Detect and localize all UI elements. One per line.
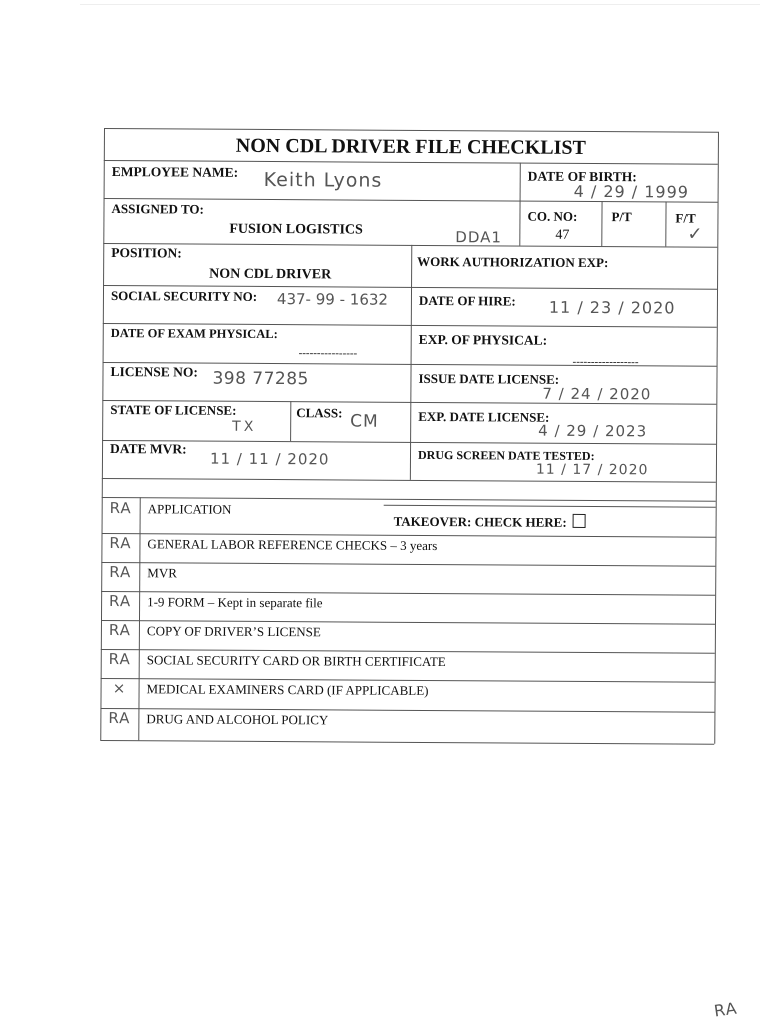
checklist-initials: RA bbox=[108, 650, 131, 669]
license-no-label: LICENSE NO: bbox=[110, 364, 198, 380]
ft-check-mark: ✓ bbox=[687, 223, 704, 245]
exam-physical-value: ---------------- bbox=[298, 347, 358, 360]
page-initials: RA bbox=[712, 998, 739, 1021]
checklist-item-ss-card: SOCIAL SECURITY CARD OR BIRTH CERTIFICATE bbox=[146, 652, 446, 670]
state-of-license-value: TX bbox=[232, 418, 257, 435]
pt-label: P/T bbox=[611, 209, 632, 225]
exp-date-license-label: EXP. DATE LICENSE: bbox=[418, 408, 550, 425]
class-label: CLASS: bbox=[296, 405, 343, 421]
date-of-hire-label: DATE OF HIRE: bbox=[418, 292, 516, 309]
ssn-label: SOCIAL SECURITY NO: bbox=[110, 288, 258, 304]
drug-screen-label: DRUG SCREEN DATE TESTED: bbox=[417, 447, 595, 464]
checklist-item-reference-checks: GENERAL LABOR REFERENCE CHECKS – 3 years bbox=[147, 536, 438, 554]
issue-date-label: ISSUE DATE LICENSE: bbox=[418, 370, 560, 387]
license-no-value: 398 77285 bbox=[212, 368, 309, 390]
co-no-value: 47 bbox=[555, 227, 570, 243]
ssn-value: 437- 99 - 1632 bbox=[276, 290, 389, 309]
driver-file-checklist-form bbox=[100, 128, 718, 744]
checklist-initials: RA bbox=[109, 592, 132, 611]
employee-name-value: Keith Lyons bbox=[263, 168, 383, 192]
assigned-to-value: FUSION LOGISTICS bbox=[229, 221, 363, 238]
checklist-item-mvr: MVR bbox=[147, 565, 177, 581]
dob-label: DATE OF BIRTH: bbox=[527, 168, 637, 185]
checklist-item-drivers-license: COPY OF DRIVER’S LICENSE bbox=[146, 623, 321, 640]
co-no-label: CO. NO: bbox=[527, 208, 578, 224]
employee-name-label: EMPLOYEE NAME: bbox=[111, 164, 239, 180]
frame-top bbox=[104, 128, 718, 133]
position-label: POSITION: bbox=[111, 245, 182, 261]
position-value: NON CDL DRIVER bbox=[209, 266, 332, 283]
takeover-label: TAKEOVER: CHECK HERE: bbox=[394, 513, 586, 531]
exp-physical-label: EXP. OF PHYSICAL: bbox=[418, 331, 548, 348]
date-of-hire-value: 11 / 23 / 2020 bbox=[548, 297, 676, 318]
drug-screen-value: 11 / 17 / 2020 bbox=[535, 461, 649, 479]
checklist-item-drug-alcohol-policy: DRUG AND ALCOHOL POLICY bbox=[146, 711, 329, 728]
exp-physical-value: ------------------ bbox=[572, 355, 639, 369]
checklist-initials: RA bbox=[109, 563, 132, 582]
work-auth-label: WORK AUTHORIZATION EXP: bbox=[417, 253, 609, 271]
assigned-code-value: DDA1 bbox=[455, 228, 503, 247]
checklist-initials: RA bbox=[109, 499, 132, 518]
exam-physical-label: DATE OF EXAM PHYSICAL: bbox=[110, 326, 278, 342]
date-mvr-value: 11 / 11 / 2020 bbox=[209, 449, 330, 469]
date-mvr-label: DATE MVR: bbox=[109, 441, 187, 457]
checklist-item-medical-card: MEDICAL EXAMINERS CARD (IF APPLICABLE) bbox=[146, 681, 429, 698]
frame-right bbox=[714, 132, 719, 744]
state-of-license-label: STATE OF LICENSE: bbox=[110, 402, 237, 418]
checklist-initials: RA bbox=[108, 621, 132, 640]
takeover-checkbox[interactable] bbox=[573, 514, 586, 528]
exp-date-license-value: 4 / 29 / 2023 bbox=[538, 421, 648, 441]
checklist-initials: RA bbox=[108, 709, 131, 728]
frame-bottom bbox=[100, 740, 714, 745]
assigned-to-label: ASSIGNED TO: bbox=[111, 201, 204, 217]
checklist-initials: RA bbox=[109, 534, 132, 553]
checklist-initials: × bbox=[112, 679, 127, 698]
ft-label: F/T bbox=[675, 210, 696, 226]
checklist-item-i9-form: 1-9 FORM – Kept in separate file bbox=[147, 594, 323, 611]
issue-date-value: 7 / 24 / 2020 bbox=[542, 384, 652, 404]
class-value: CM bbox=[350, 411, 379, 432]
form-title: NON CDL DRIVER FILE CHECKLIST bbox=[235, 134, 586, 159]
scan-edge bbox=[80, 4, 760, 5]
checklist-item-application: APPLICATION bbox=[147, 501, 232, 517]
dob-value: 4 / 29 / 1999 bbox=[573, 181, 690, 202]
